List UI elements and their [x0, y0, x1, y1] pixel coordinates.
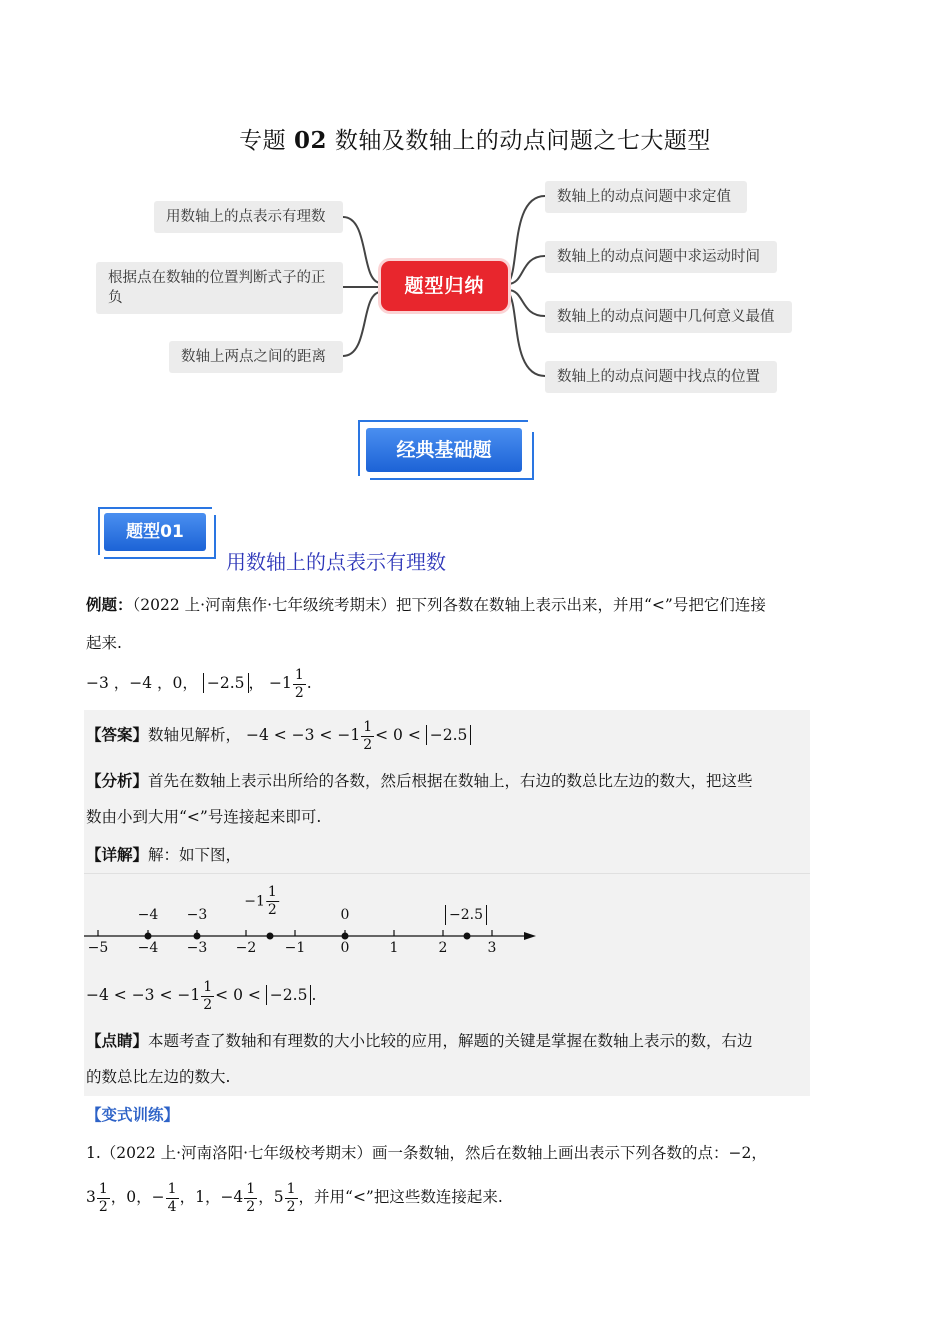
section-banner: 经典基础题	[366, 428, 522, 472]
point-label: −1 $\frac{1}{2}$	[244, 884, 277, 918]
mindmap-node-right-4: 数轴上的动点问题中找点的位置	[545, 361, 777, 393]
example-line-2: 起来.	[86, 634, 122, 652]
abs-value: −2.5	[203, 673, 249, 693]
fraction: $\frac{1}{2}$	[294, 666, 304, 701]
analysis-line-2: 数由小到大用“<”号连接起来即可.	[86, 808, 322, 826]
mindmap-connectors	[0, 0, 950, 420]
example-numbers: −3 ，−4 ，0， −2.5 ， −1 $\frac{1}{2}$ .	[86, 666, 312, 701]
answer-line: 【答案】数轴见解析， −4 < −3 < −1 $\frac{1}{2}$ < 0 < −2.5	[86, 716, 810, 754]
example-line-1: 例题：（2022 上·河南焦作·七年级统考期末）把下列各数在数轴上表示出来，并用“<”号把它们连接	[86, 596, 766, 614]
mindmap-node-right-1: 数轴上的动点问题中求定值	[545, 181, 747, 213]
divider	[84, 873, 810, 874]
analysis-line-1: 【分析】首先在数轴上表示出所给的各数，然后根据在数轴上，右边的数总比左边的数大，把这些	[86, 772, 753, 790]
mindmap-node-right-2: 数轴上的动点问题中求运动时间	[545, 241, 777, 273]
result-line: −4 < −3 < −1 $\frac{1}{2}$ < 0 < −2.5 .	[86, 978, 317, 1013]
comment-line-2: 的数总比左边的数大.	[86, 1068, 231, 1086]
tick-label: 3	[487, 940, 497, 956]
question-1-line-2: 3 $\frac{1}{2}$ ，0，− $\frac{1}{4}$ ，1，−4 $\frac{1}{2}$ ，5 $\frac{1}{2}$ ，并用“<”把这些数连接起来.	[86, 1180, 503, 1215]
variant-heading: 【变式训练】	[86, 1106, 180, 1124]
mindmap-node-left-2: 根据点在数轴的位置判断式子的正负	[96, 262, 343, 314]
type-banner: 题型01	[104, 513, 206, 551]
tick-label: −1	[284, 940, 306, 956]
example-label: 例题：	[86, 596, 133, 614]
detail-line: 【详解】解：如下图，	[86, 846, 242, 864]
mindmap-node-left-1: 用数轴上的点表示有理数	[154, 201, 343, 233]
point-label: 0	[340, 907, 350, 923]
tick-label: −4	[137, 940, 159, 956]
mindmap-center: 题型归纳	[381, 261, 508, 311]
question-1-line-1: 1.（2022 上·河南洛阳·七年级校考期末）画一条数轴，然后在数轴上画出表示下列各数的点：−2，	[86, 1144, 767, 1162]
comment-line-1: 【点睛】本题考查了数轴和有理数的大小比较的应用，解题的关键是掌握在数轴上表示的数，右边	[86, 1032, 753, 1050]
tick-label: 2	[438, 940, 448, 956]
page-title: 专题 02 数轴及数轴上的动点问题之七大题型	[239, 127, 711, 154]
type-title: 用数轴上的点表示有理数	[226, 550, 446, 574]
point-label: −4	[137, 907, 159, 923]
tick-label: −5	[87, 940, 109, 956]
tick-label: −3	[186, 940, 208, 956]
point-label: −3	[186, 907, 208, 923]
tick-label: −2	[235, 940, 257, 956]
tick-label: 1	[389, 940, 399, 956]
tick-label: 0	[340, 940, 350, 956]
point-label: −2.5	[445, 905, 487, 925]
mindmap-node-left-3: 数轴上两点之间的距离	[169, 341, 343, 373]
mindmap-node-right-3: 数轴上的动点问题中几何意义最值	[545, 301, 792, 333]
